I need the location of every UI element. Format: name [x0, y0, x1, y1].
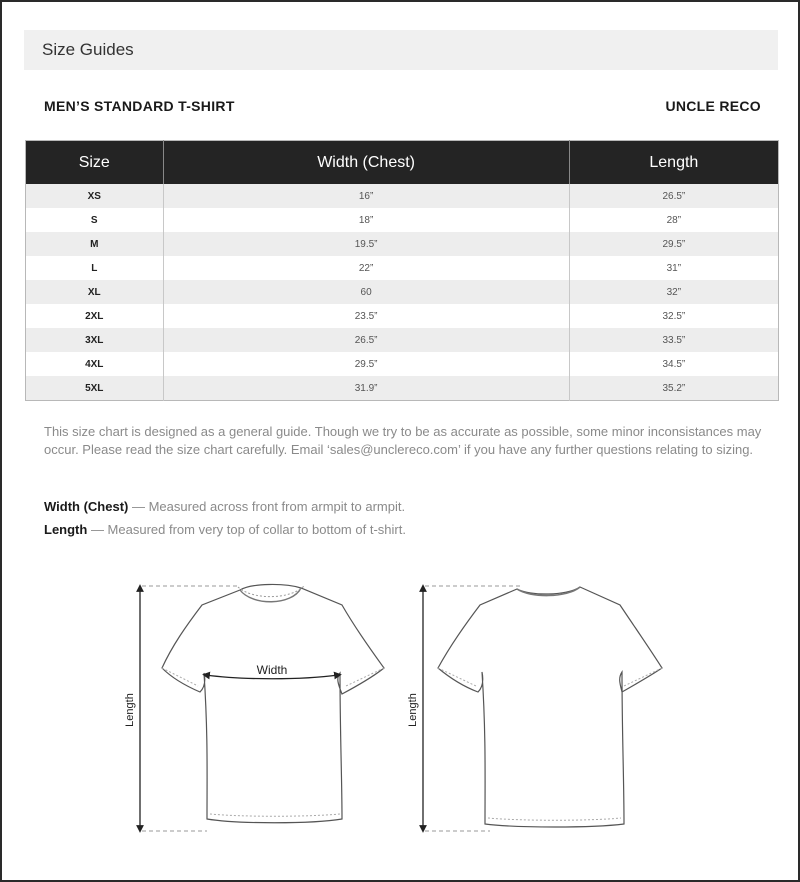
width-definition: [44, 499, 764, 514]
disclaimer-text: This size chart is designed as a general guide. Though we try to be as accurate as possible, some minor inconsistances may occur. Please read the size chart carefully. Email ‘sales@unclereco.com’ if you have any further questions relating to sizing.: [44, 424, 762, 457]
length-term: Length: [44, 522, 88, 537]
width-cell: 19.5”: [163, 232, 569, 256]
table-row: [26, 184, 779, 208]
back-length-label: Length: [407, 693, 419, 727]
length-cell: 35.2”: [569, 376, 778, 401]
size-cell: S: [26, 208, 164, 232]
product-name: MEN’S STANDARD T-SHIRT: [44, 98, 235, 114]
size-cell: L: [26, 256, 164, 280]
page-title: Size Guides: [24, 30, 778, 70]
size-cell: 4XL: [26, 352, 164, 376]
table-row: [26, 208, 779, 232]
length-cell: 28”: [569, 208, 778, 232]
table-row: [26, 328, 779, 352]
size-cell: 3XL: [26, 328, 164, 352]
width-cell: 22”: [163, 256, 569, 280]
column-header-size: Size: [26, 141, 164, 185]
front-width-label: Width: [256, 663, 288, 677]
length-cell: 29.5”: [569, 232, 778, 256]
width-cell: 60: [163, 280, 569, 304]
table-row: [26, 232, 779, 256]
column-header-width: Width (Chest): [163, 141, 569, 185]
width-term: Width (Chest): [44, 499, 129, 514]
brand-name: UNCLE RECO: [665, 98, 761, 114]
tshirt-diagram: [102, 574, 682, 839]
back-shirt-outline: [438, 587, 662, 827]
length-definition: [44, 522, 764, 537]
width-cell: 31.9”: [163, 376, 569, 401]
size-cell: 5XL: [26, 376, 164, 401]
width-cell: 16”: [163, 184, 569, 208]
length-cell: 34.5”: [569, 352, 778, 376]
table-row: [26, 352, 779, 376]
table-row: [26, 304, 779, 328]
length-cell: 32”: [569, 280, 778, 304]
width-cell: 23.5”: [163, 304, 569, 328]
front-length-label: Length: [124, 693, 136, 727]
size-cell: M: [26, 232, 164, 256]
table-row: [26, 376, 779, 401]
width-cell: 29.5”: [163, 352, 569, 376]
table-header-row: [26, 141, 779, 185]
size-cell: XS: [26, 184, 164, 208]
width-description: — Measured across front from armpit to armpit.: [128, 499, 406, 514]
length-cell: 26.5”: [569, 184, 778, 208]
length-description: — Measured from very top of collar to bottom of t-shirt.: [87, 522, 406, 537]
size-table: [25, 140, 779, 401]
front-tshirt-icon: [124, 584, 384, 831]
width-cell: 26.5”: [163, 328, 569, 352]
length-cell: 31”: [569, 256, 778, 280]
size-cell: 2XL: [26, 304, 164, 328]
length-cell: 33.5”: [569, 328, 778, 352]
table-row: [26, 280, 779, 304]
width-cell: 18”: [163, 208, 569, 232]
front-shirt-outline: [162, 584, 384, 822]
table-row: [26, 256, 779, 280]
column-header-length: Length: [569, 141, 778, 185]
length-cell: 32.5”: [569, 304, 778, 328]
size-cell: XL: [26, 280, 164, 304]
back-tshirt-icon: [407, 586, 662, 831]
product-header: [44, 96, 761, 116]
